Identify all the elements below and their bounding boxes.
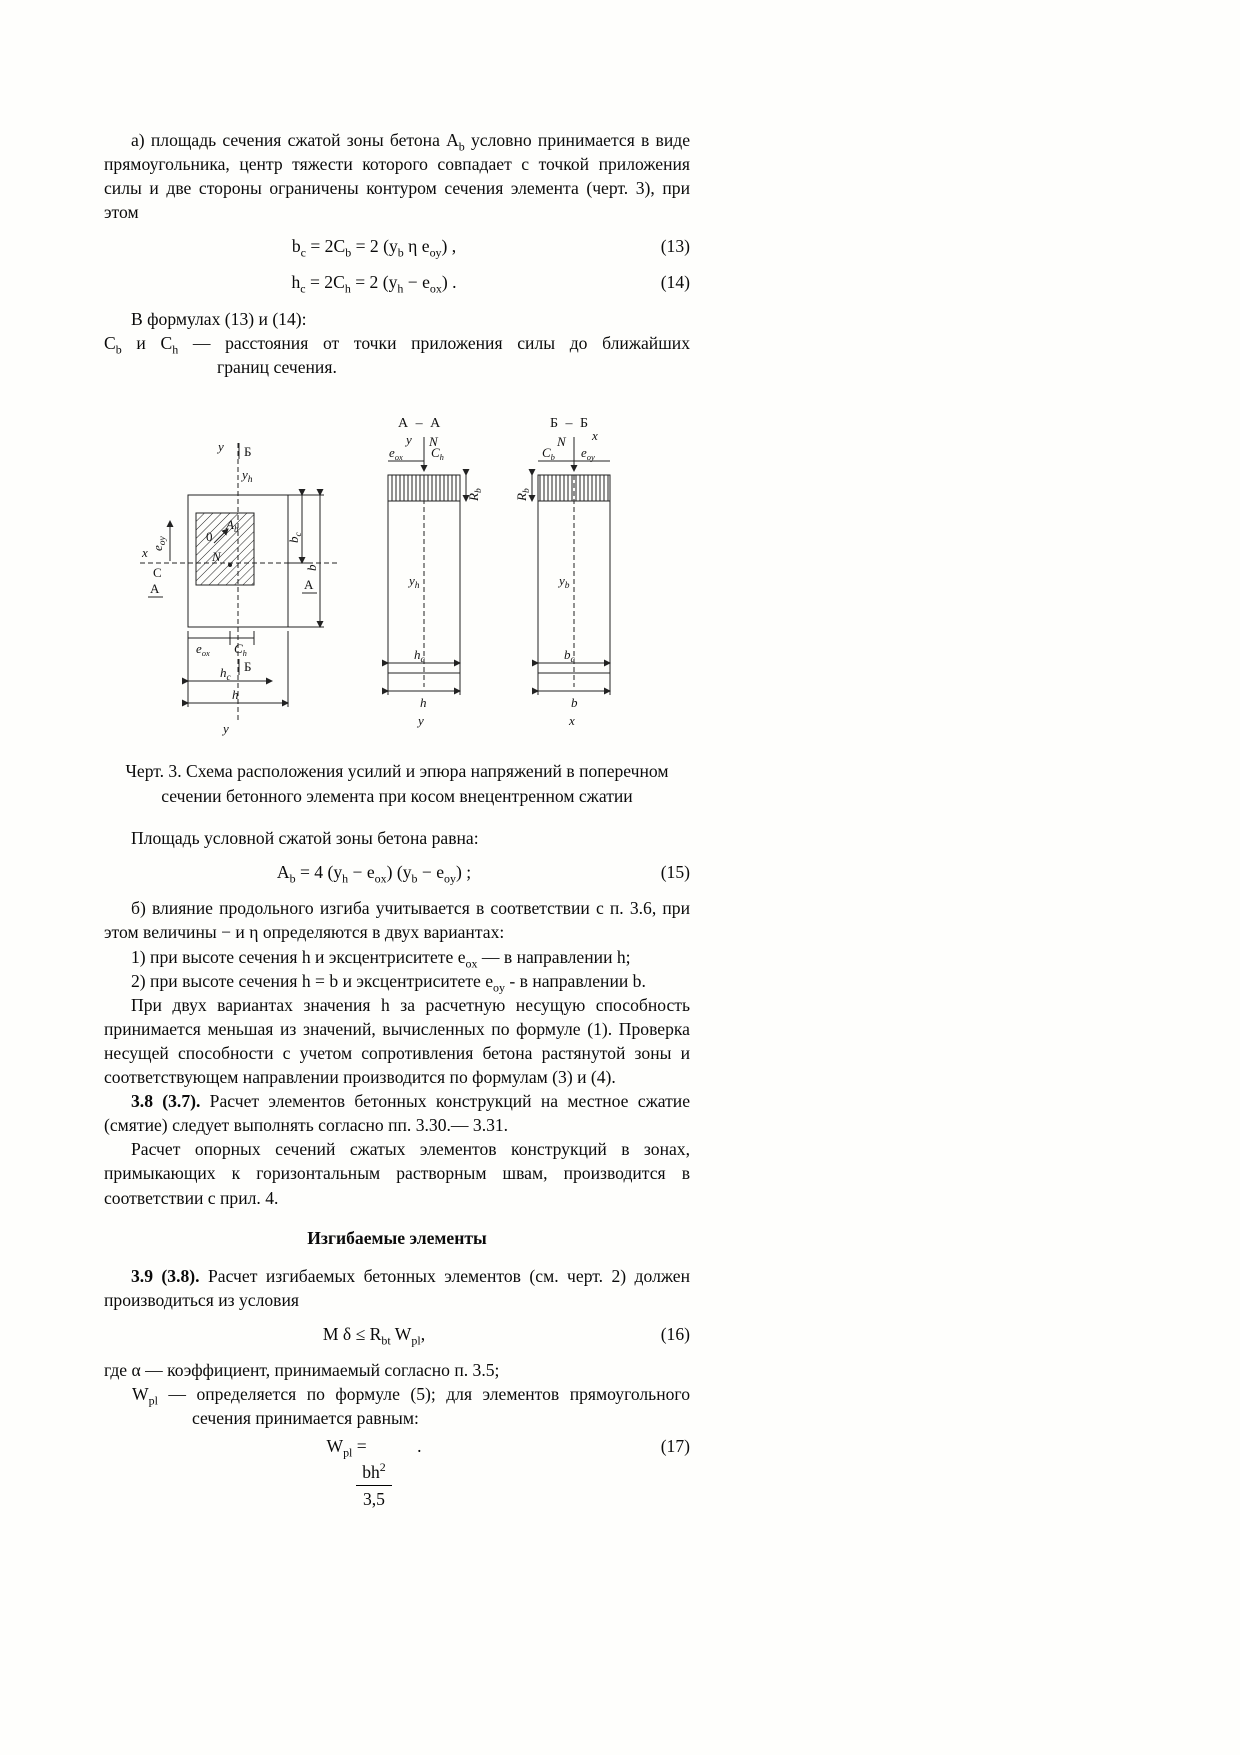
subscript: b xyxy=(115,342,122,357)
subscript: h xyxy=(397,281,404,296)
list-item-1 xyxy=(104,945,690,969)
label-bc-left xyxy=(286,531,304,543)
subscript: b xyxy=(397,245,404,260)
formula-16 xyxy=(104,1322,690,1346)
formula-14 xyxy=(104,270,690,294)
formula-text: ) , xyxy=(441,236,457,257)
figure-caption-line2: сечении бетонного элемента при косом внецентренном сжатии xyxy=(161,785,633,806)
label-eoy xyxy=(150,535,168,551)
paragraph-wpl-line2: сечения принимается равным: xyxy=(192,1408,419,1429)
fraction-denominator: 3,5 xyxy=(362,1489,385,1510)
label-ab-main: A xyxy=(226,516,234,532)
paragraph-wpl-line1 xyxy=(104,1382,690,1406)
figure-3-drawing xyxy=(126,413,666,743)
subscript: h xyxy=(344,281,351,296)
label-a-section-left: А xyxy=(150,580,160,596)
list-item-2 xyxy=(104,969,690,993)
label-eoy-main: e xyxy=(581,444,587,460)
paragraph-a-text: условно принимается в виде прямоугольника, центр тяжести которого совпадает с точкой приложения силы и две стороны ограничены контуром сечения элемента (черт. 3), при этом xyxy=(104,130,690,223)
formula-16-body xyxy=(104,1322,644,1346)
label-h-mid: h xyxy=(420,694,427,710)
label-yh-main: y xyxy=(242,466,248,482)
label-x-left: x xyxy=(142,544,148,560)
subscript: b xyxy=(458,139,465,154)
paragraph-two-variants: При двух вариантах значения h за расчетную несущую способность принимается меньшая из значений, вычисленных по формуле (1). Проверка несущей способности с учетом сопротивления бетона растянутой зоны и соответствующем направлении производится по формулам (3) и (4). xyxy=(104,994,690,1088)
formula-text: b xyxy=(291,236,301,257)
label-b-left: b xyxy=(304,564,319,571)
label-ch-sub: h xyxy=(439,451,444,462)
formula-15 xyxy=(104,860,690,884)
label-x-right-top: x xyxy=(592,427,598,443)
label-rb-mid xyxy=(466,488,484,502)
formula-text: W xyxy=(132,1384,149,1405)
formula-text: ) ; xyxy=(455,862,472,883)
label-yh xyxy=(240,467,253,485)
paragraph-cb-line2: границ сечения. xyxy=(217,356,337,377)
formula-text: ) (y xyxy=(386,862,412,883)
formula-17-fraction-line xyxy=(104,1460,644,1511)
label-eox-left xyxy=(196,641,210,658)
label-rb-sub: b xyxy=(522,488,532,493)
formula-text: и C xyxy=(121,332,173,353)
paragraph-in-formulas: В формулах (13) и (14): xyxy=(131,308,307,329)
label-c-left: C xyxy=(153,564,162,580)
formula-text: ) . xyxy=(441,272,457,293)
formula-text: η e xyxy=(403,236,430,257)
label-rb-main: R xyxy=(466,492,481,501)
label-ab-sub: b xyxy=(233,523,239,534)
paragraph-area: Площадь условной сжатой зоны бетона равна: xyxy=(131,828,479,849)
label-hc-mid xyxy=(414,647,426,665)
paragraph-text: — определяется по формуле (5); для элементов прямоугольного xyxy=(157,1384,690,1405)
formula-17-body xyxy=(104,1434,644,1511)
fraction-numerator xyxy=(356,1460,392,1486)
subscript: pl xyxy=(411,1333,421,1348)
label-bc-right xyxy=(564,647,576,665)
label-zero: 0 xyxy=(206,528,213,544)
label-ch-main: C xyxy=(431,444,440,460)
left-section-diagram xyxy=(140,439,338,736)
paragraph-3-9 xyxy=(104,1264,690,1312)
label-eox-main: e xyxy=(196,640,202,656)
label-eoy-sub: oy xyxy=(158,536,168,546)
section-aa-title: А – А xyxy=(398,415,443,431)
label-a-section-right: А xyxy=(304,576,314,592)
formula-text: − e xyxy=(348,862,375,883)
formula-17-line1 xyxy=(104,1434,644,1458)
label-cb-main: C xyxy=(542,444,551,460)
label-n-right: N xyxy=(557,433,566,449)
formula-text: bh xyxy=(362,1462,380,1483)
formula-text: А xyxy=(276,862,290,883)
heading-bending-elements: Изгибаемые элементы xyxy=(307,1227,487,1248)
label-ch-left xyxy=(234,641,247,658)
label-yh-main: y xyxy=(409,572,415,588)
force-point xyxy=(228,563,232,567)
subscript: b xyxy=(289,871,296,886)
paragraph-text: Расчет изгибаемых бетонных элементов (см. черт. 2) должен производиться из условия xyxy=(104,1265,690,1310)
paragraph-wpl xyxy=(104,1382,690,1430)
formula-text: W xyxy=(326,1436,344,1457)
subscript: c xyxy=(300,281,306,296)
formula-13-body xyxy=(104,234,644,258)
subscript: pl xyxy=(343,1445,353,1460)
subscript: oy xyxy=(444,871,456,886)
subscript: oy xyxy=(493,980,505,995)
section-bb-title: Б – Б xyxy=(550,415,591,431)
label-eoy-main: e xyxy=(150,545,165,551)
formula-14-body xyxy=(104,270,644,294)
label-n-mid: N xyxy=(429,433,438,449)
fraction xyxy=(356,1460,392,1511)
formula-text: = 2 (y xyxy=(350,272,398,293)
label-bc-sub: c xyxy=(294,532,304,537)
label-eoy-sub: oy xyxy=(586,451,595,462)
label-yb-main: y xyxy=(559,572,565,588)
paragraph-cb-line1 xyxy=(104,331,690,355)
paragraph-a xyxy=(104,128,690,224)
figure-caption xyxy=(104,759,690,808)
label-eox-mid xyxy=(389,445,403,462)
clause-number-3-9: 3.9 (3.8). xyxy=(131,1265,200,1286)
label-x-right-bottom: x xyxy=(569,712,575,728)
list-item-text: - в направлении b. xyxy=(504,970,646,991)
label-rb-sub: b xyxy=(474,488,484,493)
label-eoy-right xyxy=(581,445,595,462)
label-hc-sub: c xyxy=(226,672,231,683)
formula-text: = 2 (y xyxy=(351,236,398,257)
formula-text: W xyxy=(390,1323,412,1344)
label-n-left: N xyxy=(212,548,221,564)
label-yh-mid xyxy=(407,573,420,591)
formula-text: = 2C xyxy=(305,272,345,293)
label-eox-main: e xyxy=(389,444,395,460)
formula-text: = 2C xyxy=(305,236,346,257)
formula-17-number: (17) xyxy=(660,1436,690,1457)
label-bc-main: b xyxy=(286,536,301,543)
subscript: ox xyxy=(374,871,387,886)
label-hc-left xyxy=(220,665,232,683)
label-hc-sub: c xyxy=(420,654,425,665)
formula-13 xyxy=(104,234,690,258)
formula-text: = 4 (y xyxy=(295,862,343,883)
label-bc-main: b xyxy=(564,646,571,662)
paragraph-cb-ch xyxy=(104,331,690,379)
label-hc-main: h xyxy=(414,646,421,662)
text-column xyxy=(104,128,690,1524)
label-h-left: h xyxy=(232,686,239,702)
label-yh-sub: h xyxy=(414,580,420,591)
label-yb-sub: b xyxy=(564,580,570,591)
formula-14-number: (14) xyxy=(660,272,690,293)
paragraph-where-alpha: где α — коэффициент, принимаемый согласно п. 3.5; xyxy=(104,1359,500,1380)
paragraph-a-text: а) площадь сечения сжатой зоны бетона А xyxy=(131,130,459,150)
formula-15-number: (15) xyxy=(660,862,690,883)
label-ch-mid xyxy=(431,445,444,462)
formula-17-dot: . xyxy=(417,1436,422,1457)
label-rb-main: R xyxy=(514,492,529,501)
section-aa-diagram xyxy=(388,416,484,728)
figure-caption-line1: Черт. 3. Схема расположения усилий и эпюра напряжений в поперечном xyxy=(125,760,669,781)
label-eox-sub: ox xyxy=(394,451,403,462)
subscript: ox xyxy=(465,956,478,971)
formula-text: − e xyxy=(403,272,430,293)
subscript: oy xyxy=(429,245,442,260)
subscript: b xyxy=(411,871,418,886)
subscript: pl xyxy=(148,1393,158,1408)
list-item-text: 1) при высоте сечения h и эксцентриситете e xyxy=(131,946,466,967)
label-cb-sub: b xyxy=(550,451,555,462)
paragraph-b: б) влияние продольного изгиба учитывается в соответствии с п. 3.6, при этом величины − и η определяются в двух вариантах: xyxy=(104,898,690,943)
label-b-section-top: Б xyxy=(244,443,252,459)
label-cb-right xyxy=(542,445,555,462)
clause-number-3-8: 3.8 (3.7). xyxy=(131,1091,201,1112)
formula-text: M δ ≤ R xyxy=(322,1323,382,1344)
formula-text: = xyxy=(352,1436,372,1457)
label-b-section-bottom: Б xyxy=(244,658,252,674)
list-item-text: 2) при высоте сечения h = b и эксцентриситете e xyxy=(131,970,494,991)
subscript: c xyxy=(300,245,306,260)
label-y-top: y xyxy=(218,438,224,454)
label-rb-right xyxy=(514,488,532,502)
paragraph-text: Расчет элементов бетонных конструкций на местное сжатие (смятие) следует выполнять согласно пп. 3.30.— 3.31. xyxy=(104,1091,691,1136)
formula-17 xyxy=(104,1434,690,1511)
figure-3 xyxy=(126,413,690,749)
formula-16-number: (16) xyxy=(660,1323,690,1344)
label-ch-sub: h xyxy=(242,647,247,658)
subscript: h xyxy=(172,342,179,357)
paragraph-support-sections: Расчет опорных сечений сжатых элементов конструкций в зонах, примыкающих к горизонтальным растворным швам, производится в соответствии с прил. 4. xyxy=(104,1139,690,1208)
label-hc-main: h xyxy=(220,664,227,680)
formula-15-body xyxy=(104,860,644,884)
list-item-text: — в направлении h; xyxy=(477,946,631,967)
formula-text: h xyxy=(291,272,301,293)
label-yh-sub: h xyxy=(247,474,253,485)
paragraph-text: — расстояния от точки приложения силы до ближайших xyxy=(178,332,690,353)
formula-text: C xyxy=(104,332,116,353)
subscript: h xyxy=(342,871,349,886)
formula-text: , xyxy=(420,1323,426,1344)
label-b-right: b xyxy=(571,694,578,710)
label-y-mid-bottom: y xyxy=(418,712,424,728)
paragraph-3-8 xyxy=(104,1089,690,1137)
label-y-mid-top: y xyxy=(406,431,412,447)
label-eox-sub: ox xyxy=(201,647,210,658)
label-yb-right xyxy=(557,573,570,591)
section-bb-diagram xyxy=(514,416,610,728)
superscript: 2 xyxy=(379,1460,386,1475)
compressed-zone-hatch xyxy=(196,513,254,585)
subscript: ox xyxy=(429,281,442,296)
subscript: bt xyxy=(381,1333,391,1348)
formula-text: − e xyxy=(417,862,445,883)
label-ch-main: C xyxy=(234,640,243,656)
label-bc-sub: c xyxy=(570,654,575,665)
formula-13-number: (13) xyxy=(660,236,690,257)
label-y-bottom: y xyxy=(223,720,229,736)
subscript: b xyxy=(345,245,352,260)
